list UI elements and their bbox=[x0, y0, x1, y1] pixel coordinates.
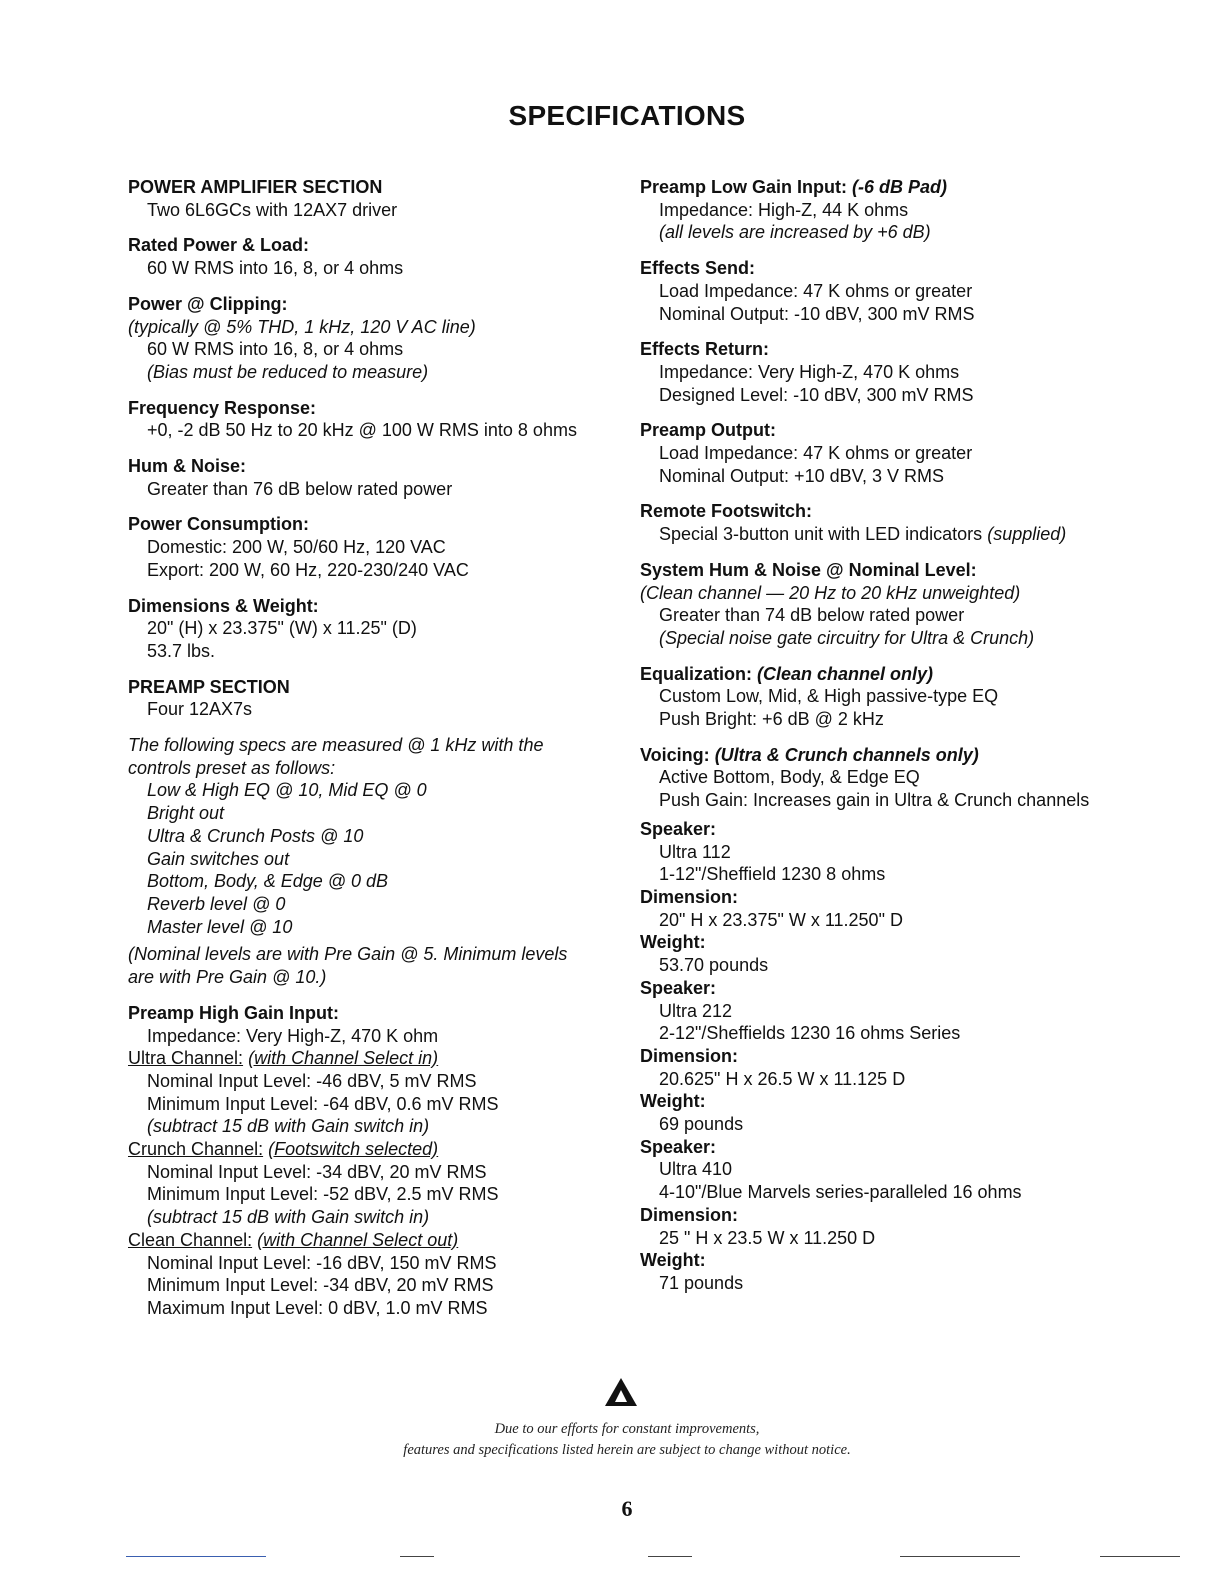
fx-send-heading: Effects Send: bbox=[640, 258, 756, 279]
rated-power bbox=[128, 234, 618, 279]
equalization bbox=[640, 663, 1180, 731]
dimensions-value: 20" (H) x 23.375" (W) x 11.25" (D) bbox=[147, 618, 417, 639]
consumption-export: Export: 200 W, 60 Hz, 220-230/240 VAC bbox=[147, 559, 469, 580]
scan-artifact-line bbox=[648, 1556, 692, 1557]
hum-noise bbox=[128, 455, 618, 500]
preset-note-1: (Nominal levels are with Pre Gain @ 5. Minimum levels bbox=[128, 944, 568, 965]
freq-heading: Frequency Response: bbox=[128, 397, 317, 418]
eq-heading: Equalization: (Clean channel only) bbox=[640, 663, 934, 684]
clipping-value: 60 W RMS into 16, 8, or 4 ohms bbox=[147, 339, 404, 360]
eq-line-1: Custom Low, Mid, & High passive-type EQ bbox=[659, 686, 999, 707]
cab-speaker: 4-10"/Blue Marvels series-paralleled 16 ohms bbox=[659, 1182, 1022, 1203]
crunch-nominal: Nominal Input Level: -34 dBV, 20 mV RMS bbox=[147, 1161, 487, 1182]
freq-value: +0, -2 dB 50 Hz to 20 kHz @ 100 W RMS into 8 ohms bbox=[147, 420, 577, 441]
power-amp-heading: POWER AMPLIFIER SECTION bbox=[128, 177, 383, 197]
scan-artifact-line bbox=[126, 1556, 266, 1557]
low-gain-note: (all levels are increased by +6 dB) bbox=[659, 222, 931, 243]
power-consumption bbox=[128, 513, 618, 581]
ultra-note: (subtract 15 dB with Gain switch in) bbox=[147, 1116, 430, 1137]
left-column bbox=[128, 176, 618, 1333]
fx-return-heading: Effects Return: bbox=[640, 339, 770, 360]
clean-minimum: Minimum Input Level: -34 dBV, 20 mV RMS bbox=[147, 1275, 494, 1296]
preset-conditions bbox=[128, 734, 618, 989]
scan-artifact-line bbox=[900, 1556, 1020, 1557]
preset-item: Bottom, Body, & Edge @ 0 dB bbox=[147, 871, 389, 892]
cab-weight: 69 pounds bbox=[659, 1114, 744, 1135]
eq-qualifier: (Clean channel only) bbox=[757, 663, 934, 684]
scan-artifact-line bbox=[400, 1556, 434, 1557]
voicing-line-2: Push Gain: Increases gain in Ultra & Crunch channels bbox=[659, 790, 1090, 811]
power-clipping bbox=[128, 293, 618, 384]
dimension-heading: Dimension: bbox=[640, 1204, 739, 1225]
effects-return bbox=[640, 338, 1180, 406]
cab-speaker: 2-12"/Sheffields 1230 16 ohms Series bbox=[659, 1023, 961, 1044]
disclaimer-line-1: Due to our efforts for constant improvements, bbox=[494, 1421, 760, 1437]
dimensions-weight bbox=[128, 595, 618, 663]
preset-item: Ultra & Crunch Posts @ 10 bbox=[147, 825, 364, 846]
low-gain-heading: Preamp Low Gain Input: (-6 dB Pad) bbox=[640, 177, 948, 197]
preamp-output bbox=[640, 419, 1180, 487]
speaker-heading: Speaker: bbox=[640, 818, 717, 839]
ultra-minimum: Minimum Input Level: -64 dBV, 0.6 mV RMS bbox=[147, 1093, 499, 1114]
cab-weight: 71 pounds bbox=[659, 1272, 744, 1293]
sys-hum-value: Greater than 74 dB below rated power bbox=[659, 605, 965, 626]
cab-speaker: 1-12"/Sheffield 1230 8 ohms bbox=[659, 864, 886, 885]
consumption-heading: Power Consumption: bbox=[128, 514, 309, 535]
high-gain-heading: Preamp High Gain Input: bbox=[128, 1002, 340, 1023]
preamp-section bbox=[128, 676, 618, 721]
cab-dimension: 20" H x 23.375" W x 11.250" D bbox=[659, 909, 903, 930]
preamp-heading: PREAMP SECTION bbox=[128, 676, 290, 697]
eq-line-2: Push Bright: +6 dB @ 2 kHz bbox=[659, 709, 884, 730]
crunch-minimum: Minimum Input Level: -52 dBV, 2.5 mV RMS bbox=[147, 1184, 499, 1205]
cab-dimension: 25 " H x 23.5 W x 11.250 D bbox=[659, 1227, 876, 1248]
footswitch-desc: Special 3-button unit with LED indicators (supplied) bbox=[659, 524, 1067, 545]
speaker-heading: Speaker: bbox=[640, 1136, 717, 1157]
preset-item: Low & High EQ @ 10, Mid EQ @ 0 bbox=[147, 780, 427, 801]
preamp-tubes: Four 12AX7s bbox=[147, 699, 253, 720]
rated-power-heading: Rated Power & Load: bbox=[128, 235, 310, 256]
power-amp-tubes: Two 6L6GCs with 12AX7 driver bbox=[147, 199, 398, 220]
power-amp-section bbox=[128, 176, 618, 221]
clipping-heading: Power @ Clipping: bbox=[128, 293, 288, 314]
cabinet-212 bbox=[640, 977, 1180, 1136]
remote-footswitch bbox=[640, 500, 1180, 545]
footswitch-supplied: (supplied) bbox=[987, 524, 1067, 545]
preset-intro-1: The following specs are measured @ 1 kHz with the bbox=[128, 735, 544, 756]
clipping-condition: (typically @ 5% THD, 1 kHz, 120 V AC line) bbox=[128, 316, 476, 337]
preamp-out-impedance: Load Impedance: 47 K ohms or greater bbox=[659, 443, 973, 464]
crunch-channel-label: Crunch Channel: (Footswitch selected) bbox=[128, 1139, 439, 1160]
preset-item: Master level @ 10 bbox=[147, 916, 293, 937]
low-gain-pad: (-6 dB Pad) bbox=[852, 177, 948, 197]
preset-item: Reverb level @ 0 bbox=[147, 893, 286, 914]
weight-value: 53.7 lbs. bbox=[147, 640, 216, 661]
system-hum-noise bbox=[640, 559, 1180, 650]
preamp-out-heading: Preamp Output: bbox=[640, 420, 777, 441]
hum-value: Greater than 76 dB below rated power bbox=[147, 478, 453, 499]
consumption-domestic: Domestic: 200 W, 50/60 Hz, 120 VAC bbox=[147, 537, 446, 558]
sys-hum-note: (Special noise gate circuitry for Ultra & Crunch) bbox=[659, 627, 1035, 648]
right-column bbox=[640, 176, 1180, 1295]
cab-weight: 53.70 pounds bbox=[659, 955, 769, 976]
voicing-qualifier: (Ultra & Crunch channels only) bbox=[714, 744, 979, 765]
frequency-response bbox=[128, 397, 618, 442]
page-title: SPECIFICATIONS bbox=[508, 100, 746, 131]
ultra-nominal: Nominal Input Level: -46 dBV, 5 mV RMS bbox=[147, 1070, 477, 1091]
ultra-channel-mode: (with Channel Select in) bbox=[248, 1048, 439, 1069]
effects-send bbox=[640, 257, 1180, 325]
crunch-note: (subtract 15 dB with Gain switch in) bbox=[147, 1207, 430, 1228]
weight-heading: Weight: bbox=[640, 932, 706, 953]
high-gain-impedance: Impedance: Very High-Z, 470 K ohm bbox=[147, 1025, 439, 1046]
cab-model: Ultra 112 bbox=[659, 841, 731, 862]
disclaimer-line-2: features and specifications listed herein are subject to change without notice. bbox=[403, 1442, 851, 1458]
clipping-bias-note: (Bias must be reduced to measure) bbox=[147, 361, 429, 382]
voicing-heading: Voicing: (Ultra & Crunch channels only) bbox=[640, 744, 979, 765]
dimension-heading: Dimension: bbox=[640, 886, 739, 907]
speaker-heading: Speaker: bbox=[640, 977, 717, 998]
high-gain-input bbox=[128, 1002, 618, 1320]
preset-intro-2: controls preset as follows: bbox=[128, 757, 336, 778]
clean-channel-label: Clean Channel: (with Channel Select out) bbox=[128, 1229, 459, 1250]
preamp-out-level: Nominal Output: +10 dBV, 3 V RMS bbox=[659, 465, 944, 486]
crunch-channel-mode: (Footswitch selected) bbox=[268, 1139, 439, 1160]
fx-return-level: Designed Level: -10 dBV, 300 mV RMS bbox=[659, 384, 974, 405]
sys-hum-heading: System Hum & Noise @ Nominal Level: bbox=[640, 559, 977, 580]
cab-model: Ultra 212 bbox=[659, 1000, 733, 1021]
dimensions-heading: Dimensions & Weight: bbox=[128, 595, 319, 616]
clean-nominal: Nominal Input Level: -16 dBV, 150 mV RMS bbox=[147, 1252, 497, 1273]
preset-item: Bright out bbox=[147, 803, 225, 824]
fx-send-output: Nominal Output: -10 dBV, 300 mV RMS bbox=[659, 303, 975, 324]
weight-heading: Weight: bbox=[640, 1250, 706, 1271]
cabinet-112 bbox=[640, 818, 1180, 977]
low-gain-input bbox=[640, 176, 1180, 244]
weight-heading: Weight: bbox=[640, 1091, 706, 1112]
dimension-heading: Dimension: bbox=[640, 1045, 739, 1066]
cabinet-410 bbox=[640, 1136, 1180, 1295]
voicing bbox=[640, 744, 1180, 812]
fx-return-impedance: Impedance: Very High-Z, 470 K ohms bbox=[659, 361, 960, 382]
preset-item: Gain switches out bbox=[147, 848, 290, 869]
low-gain-impedance: Impedance: High-Z, 44 K ohms bbox=[659, 199, 909, 220]
preset-note-2: are with Pre Gain @ 10.) bbox=[128, 967, 327, 988]
page-number: 6 bbox=[621, 1496, 633, 1521]
clean-maximum: Maximum Input Level: 0 dBV, 1.0 mV RMS bbox=[147, 1297, 488, 1318]
sys-hum-condition: (Clean channel — 20 Hz to 20 kHz unweighted) bbox=[640, 582, 1021, 603]
voicing-line-1: Active Bottom, Body, & Edge EQ bbox=[659, 767, 920, 788]
scan-artifact-line bbox=[1100, 1556, 1180, 1557]
footswitch-heading: Remote Footswitch: bbox=[640, 501, 813, 522]
hum-heading: Hum & Noise: bbox=[128, 456, 247, 477]
clean-channel-mode: (with Channel Select out) bbox=[257, 1229, 459, 1250]
ultra-channel-label: Ultra Channel: (with Channel Select in) bbox=[128, 1048, 439, 1069]
cab-model: Ultra 410 bbox=[659, 1159, 733, 1180]
fx-send-impedance: Load Impedance: 47 K ohms or greater bbox=[659, 280, 973, 301]
cab-dimension: 20.625" H x 26.5 W x 11.125 D bbox=[659, 1068, 906, 1089]
rated-power-value: 60 W RMS into 16, 8, or 4 ohms bbox=[147, 258, 404, 279]
warning-triangle-icon bbox=[603, 1376, 639, 1408]
